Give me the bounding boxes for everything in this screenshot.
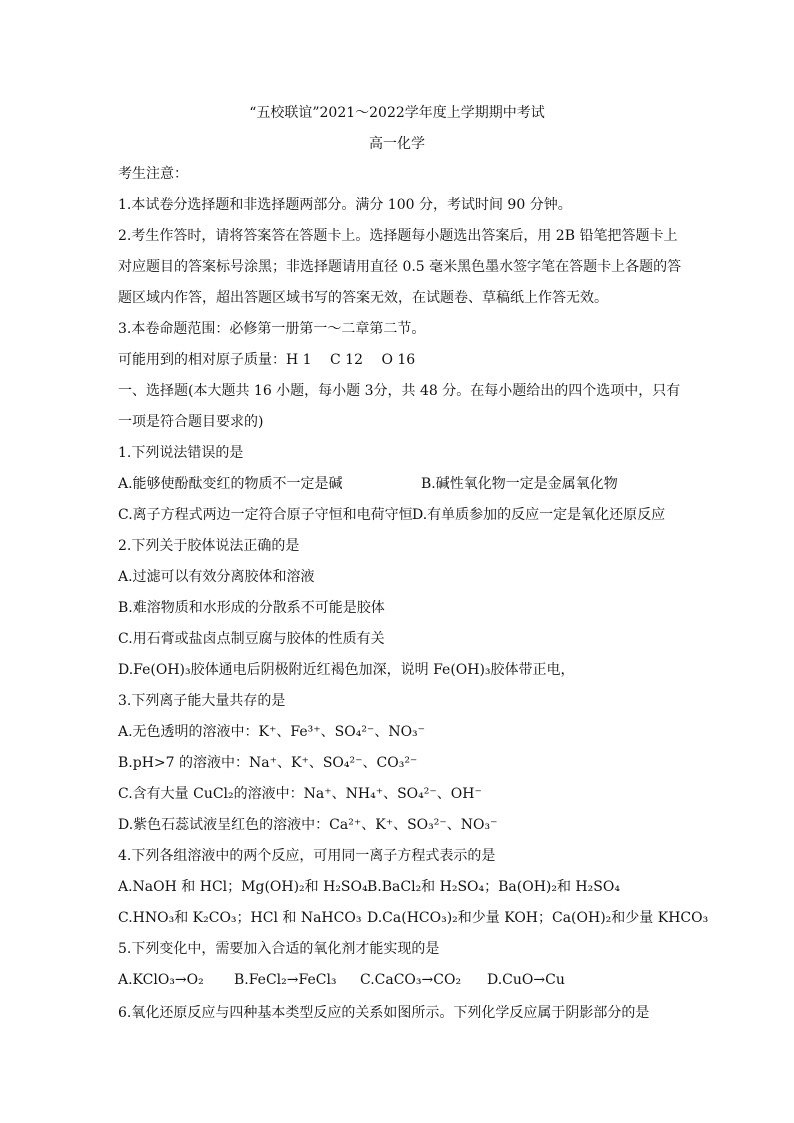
- notice-item-3: 3.本卷命题范围：必修第一册第一～二章第二节。: [118, 321, 426, 337]
- notice-item-1: 1.本试卷分选择题和非选择题两部分。满分 100 分，考试时间 90 分钟。: [118, 197, 572, 213]
- q2-stem: 2.下列关于胶体说法正确的是: [118, 538, 300, 554]
- q1-option-b: B.碱性氧化物一定是金属氧化物: [421, 476, 618, 492]
- atomic-mass: 可能用到的相对原子质量：H 1 C 12 O 16: [118, 352, 416, 368]
- section1-heading: 一、选择题(本大题共 16 小题，每小题 3分，共 48 分。在每小题给出的四个选项中，只有: [118, 383, 681, 399]
- q5-stem: 5.下列变化中，需要加入合适的氧化剂才能实现的是: [118, 941, 440, 957]
- q5-option-d: D.CuO→Cu: [487, 972, 565, 988]
- notice-heading: 考生注意：: [118, 166, 188, 182]
- q1-stem: 1.下列说法错误的是: [118, 445, 244, 461]
- q2-option-b: B.难溶物质和水形成的分散系不可能是胶体: [118, 600, 385, 616]
- q1-option-d: D.有单质参加的反应一定是氧化还原反应: [412, 507, 666, 523]
- q2-option-c: C.用石膏或盐卤点制豆腐与胶体的性质有关: [118, 631, 385, 647]
- q5-option-b: B.FeCl₂→FeCl₃: [234, 972, 337, 988]
- q4-option-b: B.BaCl₂和 H₂SO₄；Ba(OH)₂和 H₂SO₄: [367, 879, 620, 895]
- q1-option-c: C.离子方程式两边一定符合原子守恒和电荷守恒: [118, 507, 413, 523]
- notice-item-2: 2.考生作答时，请将答案答在答题卡上。选择题每小题选出答案后，用 2B 铅笔把答题卡上: [118, 228, 678, 244]
- q4-stem: 4.下列各组溶液中的两个反应，可用同一离子方程式表示的是: [118, 848, 496, 864]
- q3-option-a: A.无色透明的溶液中：K⁺、Fe³⁺、SO₄²⁻、NO₃⁻: [118, 724, 426, 740]
- q1-option-a: A.能够使酚酞变红的物质不一定是碱: [118, 476, 343, 492]
- q3-option-c: C.含有大量 CuCl₂的溶液中：Na⁺、NH₄⁺、SO₄²⁻、OH⁻: [118, 786, 482, 802]
- notice-item-2-cont2: 题区域内作答，超出答题区域书写的答案无效，在试题卷、草稿纸上作答无效。: [118, 290, 608, 306]
- q2-option-d: D.Fe(OH)₃胶体通电后阴极附近红褐色加深，说明 Fe(OH)₃胶体带正电，: [118, 662, 575, 678]
- q5-option-c: C.CaCO₃→CO₂: [360, 972, 462, 988]
- q3-option-d: D.紫色石蕊试液呈红色的溶液中：Ca²⁺、K⁺、SO₃²⁻、NO₃⁻: [118, 817, 498, 833]
- q5-option-a: A.KClO₃→O₂: [118, 972, 204, 988]
- q4-option-d: D.Ca(HCO₃)₂和少量 KOH；Ca(OH)₂和少量 KHCO₃: [367, 910, 709, 926]
- subject-title: 高一化学: [369, 136, 425, 152]
- q4-option-c: C.HNO₃和 K₂CO₃；HCl 和 NaHCO₃: [118, 910, 362, 926]
- q2-option-a: A.过滤可以有效分离胶体和溶液: [118, 569, 315, 585]
- q6-stem: 6.氧化还原反应与四种基本类型反应的关系如图所示。下列化学反应属于阴影部分的是: [118, 1005, 650, 1021]
- q4-option-a: A.NaOH 和 HCl；Mg(OH)₂和 H₂SO₄: [118, 879, 368, 895]
- section1-heading-cont: 一项是符合题目要求的): [118, 414, 264, 430]
- q3-option-b: B.pH>7 的溶液中：Na⁺、K⁺、SO₄²⁻、CO₃²⁻: [118, 755, 418, 771]
- exam-title: “五校联谊”2021～2022学年度上学期期中考试: [249, 105, 545, 121]
- q3-stem: 3.下列离子能大量共存的是: [118, 693, 286, 709]
- notice-item-2-cont: 对应题目的答案标号涂黑；非选择题请用直径 0.5 毫米黑色墨水签字笔在答题卡上各题的答: [118, 259, 682, 275]
